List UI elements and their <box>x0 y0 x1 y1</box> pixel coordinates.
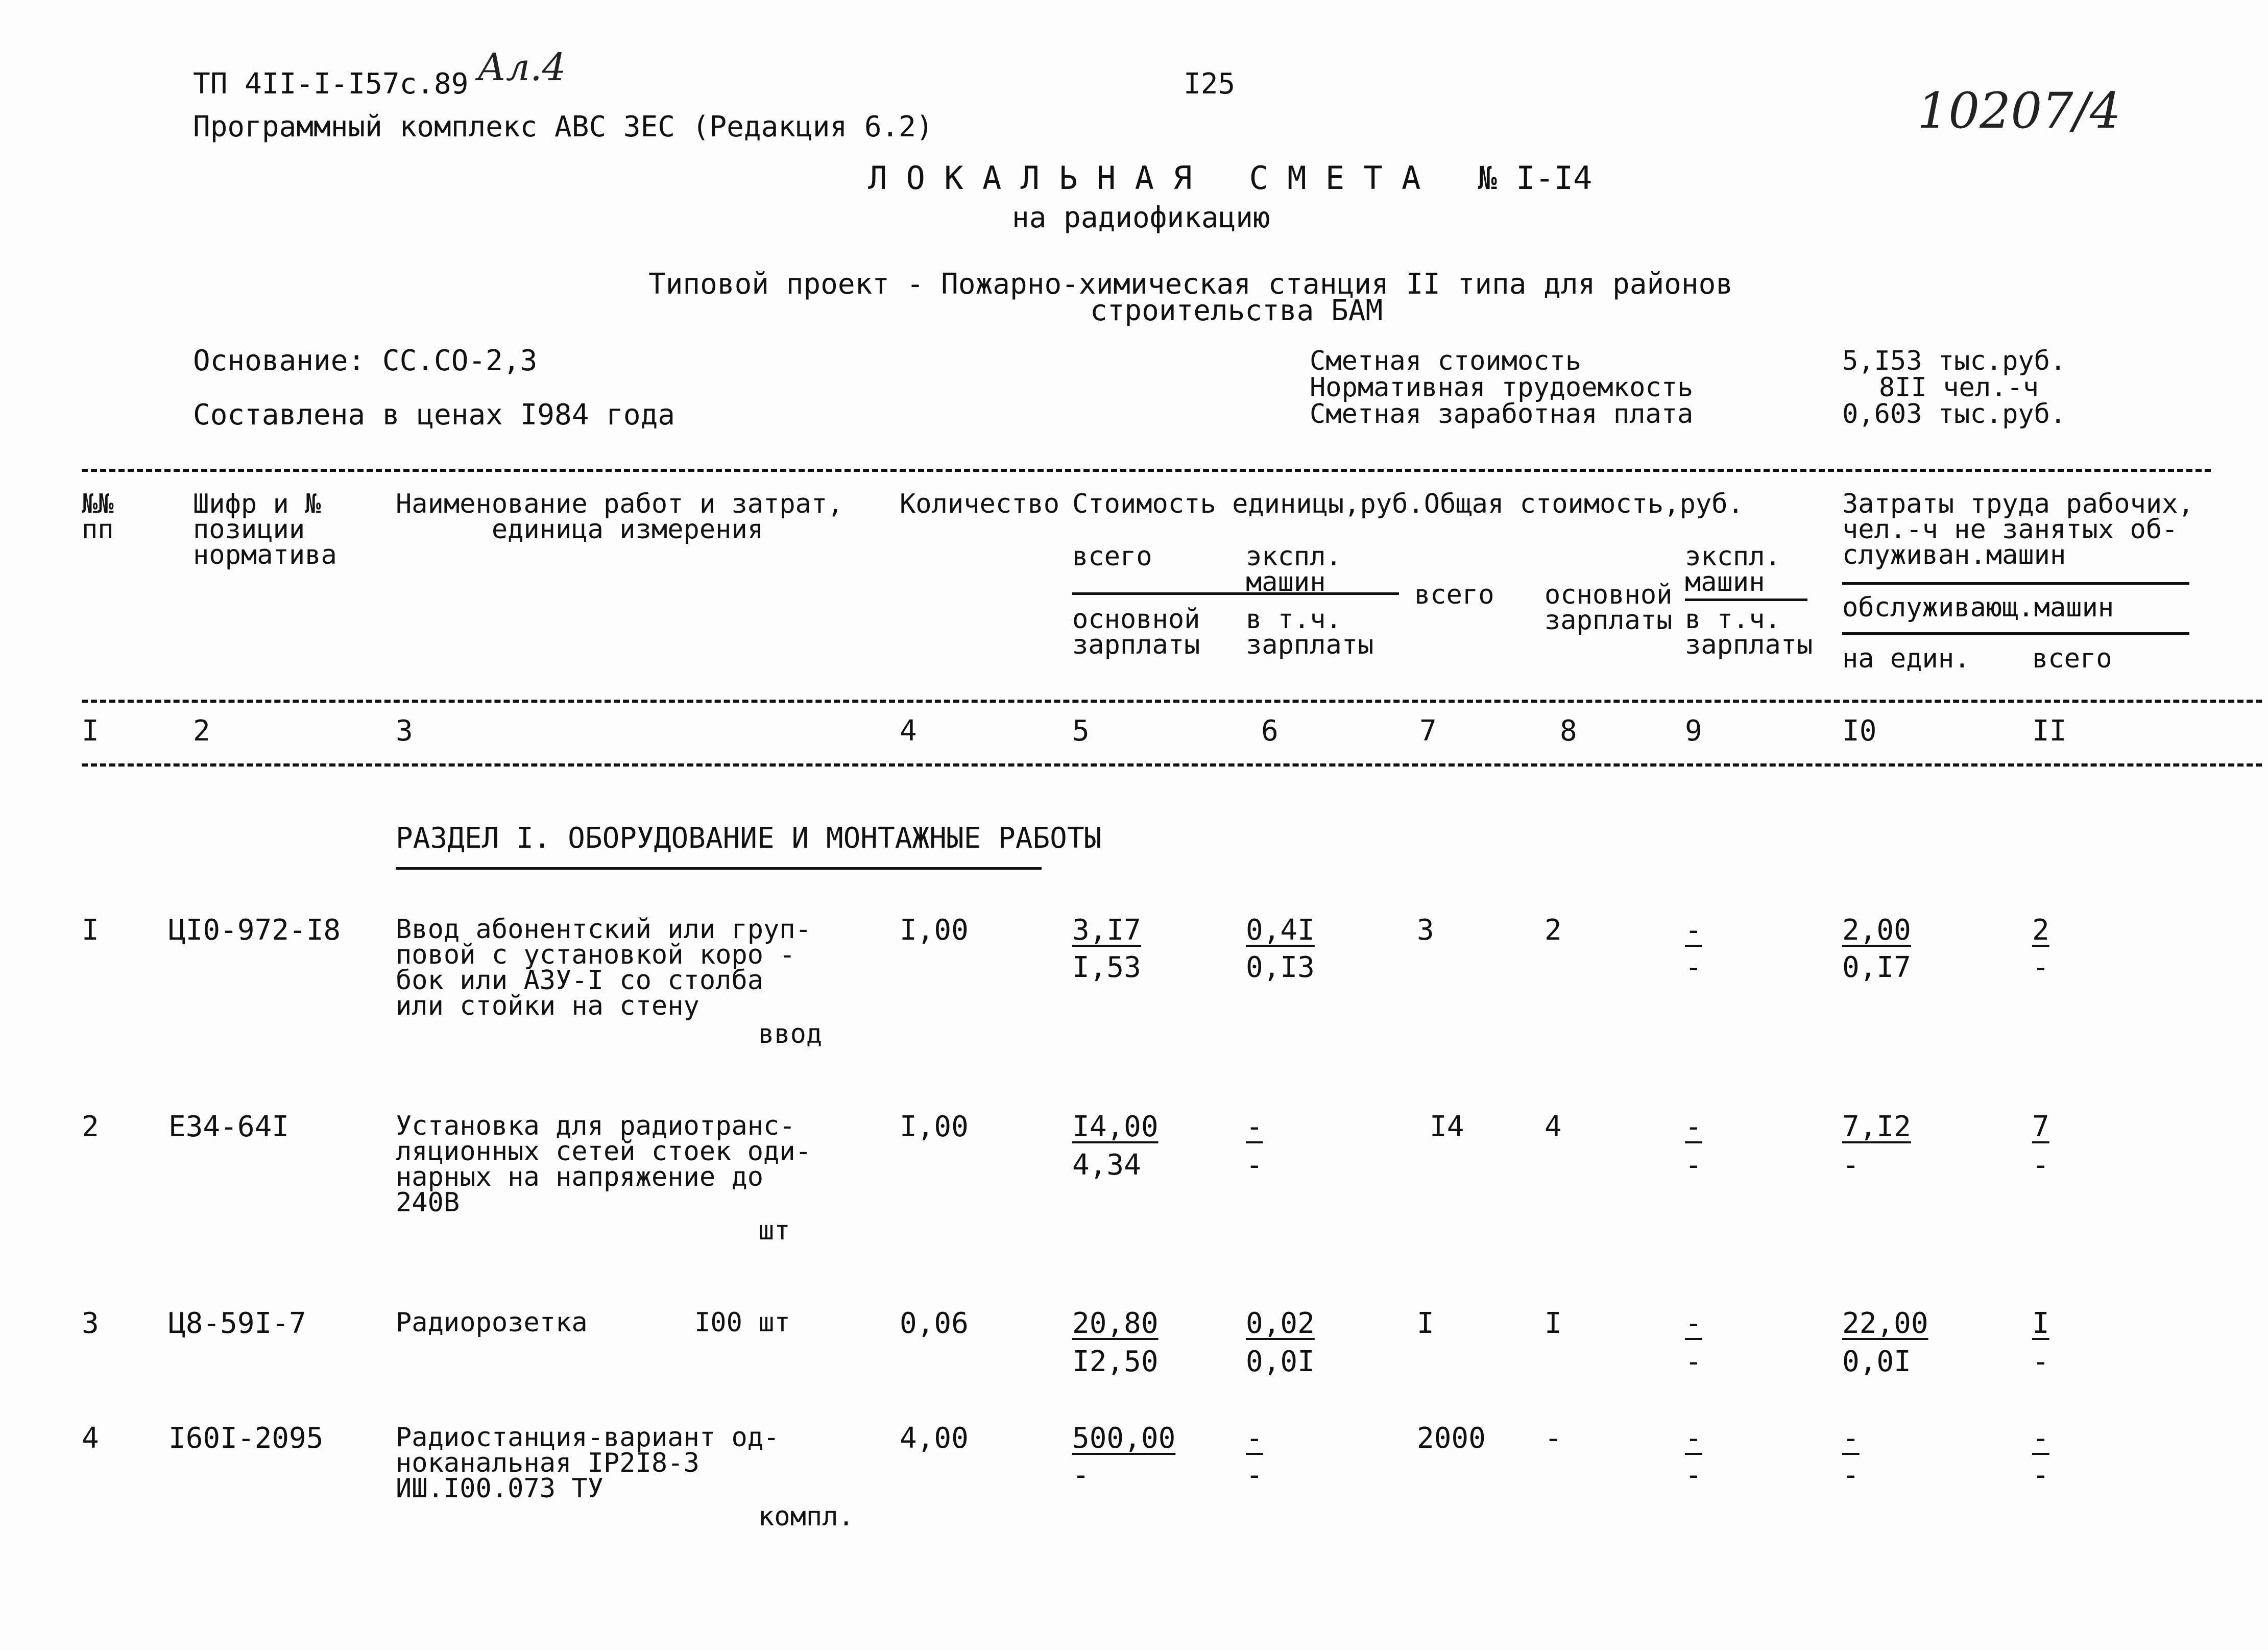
row-labor-total: - <box>2032 1422 2049 1455</box>
row-unit-cost-wage: - <box>1072 1458 1090 1492</box>
row-unit-machine-wage: 0,I3 <box>1246 951 1315 984</box>
row-labor-per-unit: 7,I2 <box>1842 1110 1911 1143</box>
col-header-name: Наименование работ и затрат, единица измерения <box>396 489 843 545</box>
row-total-machine-wage: - <box>1685 1345 1702 1378</box>
column-number-3: 3 <box>396 714 413 748</box>
row-labor-machine-per-unit: - <box>1842 1458 1860 1492</box>
row-unit-machine-cost: - <box>1246 1422 1263 1455</box>
col-header-8: основной зарплаты <box>1545 580 1673 636</box>
col-header-labor-sub: обслуживающ.машин <box>1842 592 2114 623</box>
row-labor-machine-per-unit: 0,I7 <box>1842 951 1911 984</box>
row-labor-total: 7 <box>2032 1110 2049 1143</box>
labor-intensity-value: 8II чел.-ч <box>1879 372 2039 403</box>
handwritten-archive-number: 10207/4 <box>1917 82 2121 139</box>
row-quantity: I,00 <box>900 914 969 947</box>
row-number: I <box>82 914 99 947</box>
row-unit-machine-wage: - <box>1246 1148 1263 1182</box>
labor-divider-bottom <box>1842 632 2189 635</box>
row-labor-per-unit: 2,00 <box>1842 914 1911 947</box>
labor-intensity-label: Нормативная трудоемкость <box>1310 372 1694 403</box>
col-header-6-bottom: в т.ч. зарплаты <box>1246 604 1374 660</box>
price-base: Составлена в ценах I984 года <box>193 398 675 432</box>
row-total-machine-cost: - <box>1685 914 1702 947</box>
row-total-machine-wage: - <box>1685 1458 1702 1492</box>
section-title: РАЗДЕЛ I. ОБОРУДОВАНИЕ И МОНТАЖНЫЕ РАБОТЫ <box>396 822 1102 855</box>
row-unit: ввод <box>758 1019 823 1049</box>
row-labor-per-unit: - <box>1842 1422 1860 1455</box>
wage-label: Сметная заработная плата <box>1310 399 1694 429</box>
row-quantity: 0,06 <box>900 1307 969 1340</box>
header-top-rule <box>82 469 2211 472</box>
row-code: Е34-64I <box>168 1110 289 1143</box>
row-unit: I00 шт <box>694 1307 790 1338</box>
col-header-5-bottom: основной зарплаты <box>1072 604 1200 660</box>
row-unit-cost-total: I4,00 <box>1072 1110 1159 1143</box>
row-unit-cost-wage: I2,50 <box>1072 1345 1159 1378</box>
row-total-wage: I <box>1545 1307 1562 1340</box>
row-labor-machine-per-unit: - <box>1842 1148 1860 1182</box>
col-header-10: на един. <box>1842 643 1970 674</box>
row-unit-machine-cost: 0,4I <box>1246 914 1315 947</box>
col-header-11: всего <box>2032 643 2112 674</box>
row-code: ЦI0-972-I8 <box>168 914 341 947</box>
row-number: 3 <box>82 1307 99 1340</box>
row-name: Радиостанция-вариант од- ноканальная IР2I8-3 ИШ.I00.073 ТУ <box>396 1422 780 1504</box>
row-unit-cost-total: 20,80 <box>1072 1307 1159 1340</box>
row-total-machine-cost: - <box>1685 1422 1702 1455</box>
column-number-2: 2 <box>193 714 210 748</box>
row-name: Установка для радиотранс- ляционных сетей стоек оди- нарных на напряжение до 240В <box>396 1111 811 1218</box>
col-header-9-top: экспл. машин <box>1685 541 1781 597</box>
col-header-cost-group: Стоимость единицы,руб.Общая стоимость,руб. <box>1072 489 1744 519</box>
col-header-labor: Затраты труда рабочих, чел.-ч не занятых об- служиван.машин <box>1842 489 2194 570</box>
document-title: Л О К А Л Ь Н А Я С М Е Т А № I-I4 <box>868 159 1593 197</box>
project-title-line1: Типовой проект - Пожарно-химическая станция II типа для районов <box>648 268 1733 301</box>
col-header-6-top: экспл. машин <box>1246 541 1342 597</box>
row-unit-cost-wage: 4,34 <box>1072 1148 1141 1182</box>
row-unit: шт <box>758 1215 790 1246</box>
row-code: Ц8-59I-7 <box>168 1307 306 1340</box>
row-quantity: 4,00 <box>900 1422 969 1455</box>
row-unit-machine-cost: - <box>1246 1110 1263 1143</box>
header-mid-rule <box>82 700 2262 703</box>
row-total-cost: I <box>1417 1307 1434 1340</box>
labor-divider-top <box>1842 582 2189 585</box>
row-unit-machine-wage: 0,0I <box>1246 1345 1315 1378</box>
col-header-7: всего <box>1414 580 1494 610</box>
row-total-machine-cost: - <box>1685 1110 1702 1143</box>
project-title-line2: строительства БАМ <box>1090 294 1383 327</box>
row-name: Радиорозетка <box>396 1307 588 1338</box>
row-unit-cost-wage: I,53 <box>1072 951 1141 984</box>
column-number-8: 8 <box>1560 714 1577 748</box>
row-labor-per-unit: 22,00 <box>1842 1307 1928 1340</box>
row-total-machine-wage: - <box>1685 951 1702 984</box>
cost-total-divider <box>1685 599 1807 601</box>
column-number-9: 9 <box>1685 714 1702 748</box>
row-labor-machine-per-unit: 0,0I <box>1842 1345 1911 1378</box>
col-header-5-top: всего <box>1072 541 1152 572</box>
column-number-5: 5 <box>1072 714 1090 748</box>
col-header-code: Шифр и № позиции норматива <box>193 489 337 570</box>
row-unit-cost-total: 3,I7 <box>1072 914 1141 947</box>
row-name: Ввод абонентский или груп- повой с установкой коро - бок или АЗУ-I со столба или стойки на стену <box>396 914 811 1021</box>
document-code: ТП 4II-I-I57с.89 <box>193 67 469 101</box>
header-bottom-rule <box>82 763 2262 767</box>
column-number-7: 7 <box>1419 714 1437 748</box>
row-labor-total: I <box>2032 1307 2049 1340</box>
column-number-10: I0 <box>1842 714 1877 748</box>
row-total-wage: 2 <box>1545 914 1562 947</box>
row-total-wage: 4 <box>1545 1110 1562 1143</box>
row-total-machine-wage: - <box>1685 1148 1702 1182</box>
estimate-cost-label: Сметная стоимость <box>1310 346 1582 376</box>
handwritten-code: Ал.4 <box>477 45 566 89</box>
row-total-cost: 2000 <box>1417 1422 1486 1455</box>
basis: Основание: СС.СО-2,3 <box>193 344 538 377</box>
row-number: 2 <box>82 1110 99 1143</box>
row-total-wage: - <box>1545 1422 1562 1455</box>
row-labor-total: 2 <box>2032 914 2049 947</box>
column-number-6: 6 <box>1261 714 1278 748</box>
row-number: 4 <box>82 1422 99 1455</box>
row-labor-machine-total: - <box>2032 951 2049 984</box>
column-number-11: II <box>2032 714 2067 748</box>
software-name: Программный комплекс АВС 3ЕС (Редакция 6.2) <box>193 110 933 143</box>
row-code: I60I-2095 <box>168 1422 324 1455</box>
col-header-quantity: Количество <box>900 489 1060 519</box>
column-number-1: I <box>82 714 99 748</box>
document-subtitle: на радиофикацию <box>1012 201 1270 234</box>
row-labor-machine-total: - <box>2032 1458 2049 1492</box>
row-total-cost: I4 <box>1430 1110 1464 1143</box>
row-labor-machine-total: - <box>2032 1148 2049 1182</box>
row-unit-cost-total: 500,00 <box>1072 1422 1176 1455</box>
row-total-machine-cost: - <box>1685 1307 1702 1340</box>
col-header-number: №№ пп <box>82 489 114 545</box>
row-labor-machine-total: - <box>2032 1345 2049 1378</box>
col-header-9-bottom: в т.ч. зарплаты <box>1685 604 1813 660</box>
row-unit-machine-cost: 0,02 <box>1246 1307 1315 1340</box>
section-title-underline <box>396 867 1042 870</box>
row-total-cost: 3 <box>1417 914 1434 947</box>
wage-value: 0,603 тыс.руб. <box>1842 399 2066 429</box>
estimate-cost-value: 5,I53 тыс.руб. <box>1842 346 2066 376</box>
row-unit: компл. <box>758 1501 854 1532</box>
cost-unit-divider <box>1072 592 1399 595</box>
row-quantity: I,00 <box>900 1110 969 1143</box>
row-unit-machine-wage: - <box>1246 1458 1263 1492</box>
column-number-4: 4 <box>900 714 917 748</box>
page-number: I25 <box>1184 67 1236 101</box>
